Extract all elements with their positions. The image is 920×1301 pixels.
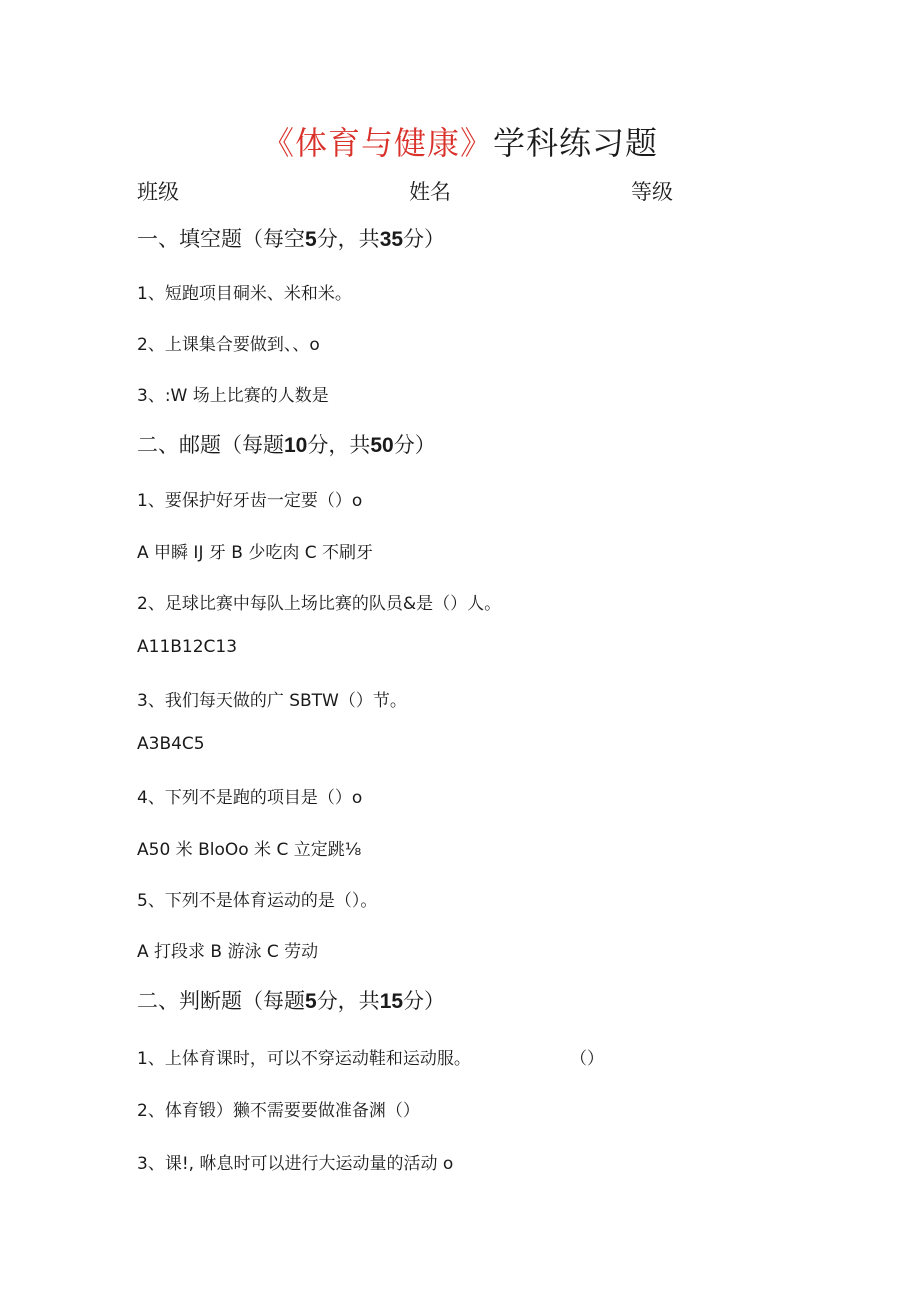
question-item: 4、下列不是跑的项目是（）o xyxy=(137,788,363,808)
section-choice-heading xyxy=(137,429,436,459)
answer-options: A11B12C13 xyxy=(137,637,238,657)
section-heading-suffix: 分） xyxy=(403,989,446,1013)
section-heading-mid: 分，共 xyxy=(307,433,371,457)
student-info-row xyxy=(137,176,697,206)
question-item: 2、体育锻）獭不需要要做准备渊（） xyxy=(137,1101,420,1121)
question-item: 5、下列不是体育运动的是（）。 xyxy=(137,891,378,911)
section-total: 15 xyxy=(379,990,404,1013)
answer-options: A 打段求 B 游泳 C 劳动 xyxy=(137,942,319,962)
section-total: 50 xyxy=(370,434,394,457)
question-item: 3、我们每天做的广 SBTW（）节。 xyxy=(137,691,407,711)
page-title xyxy=(0,118,920,164)
question-item: 3、课!, 咻息时可以进行大运动量的活动 o xyxy=(137,1154,454,1174)
question-item: 1、短跑项目硐米、米和米。 xyxy=(137,284,352,304)
section-heading-suffix: 分） xyxy=(393,433,436,457)
section-heading-prefix: 一、填空题（每空 xyxy=(137,227,305,251)
question-item: 3、:W 场上比赛的人数是 xyxy=(137,386,329,406)
name-label: 姓名 xyxy=(409,180,451,204)
answer-options: A3B4C5 xyxy=(137,734,205,754)
section-heading-mid: 分，共 xyxy=(316,989,380,1013)
answer-blank: （） xyxy=(570,1049,604,1069)
answer-options: A 甲瞬 IJ 牙 B 少吃肉 C 不刷牙 xyxy=(137,543,374,563)
section-points: 10 xyxy=(284,434,308,457)
section-heading-prefix: 二、邮题（每题 xyxy=(137,433,284,457)
section-heading-mid: 分，共 xyxy=(316,227,380,251)
answer-options: A50 米 BloOo 米 C 立定跳⅛ xyxy=(137,840,362,860)
question-item: 1、上体育课时，可以不穿运动鞋和运动服。 xyxy=(137,1049,471,1069)
section-true-false-heading xyxy=(137,985,445,1015)
question-item: 1、要保护好牙齿一定要（）o xyxy=(137,491,363,511)
section-points: 5 xyxy=(305,990,317,1013)
section-fill-in-heading xyxy=(137,223,445,253)
grade-label: 等级 xyxy=(631,180,673,204)
section-heading-prefix: 二、判断题（每题 xyxy=(137,989,305,1013)
question-item: 2、足球比赛中每队上场比赛的队员&是（）人。 xyxy=(137,594,502,614)
class-label: 班级 xyxy=(137,180,179,204)
section-heading-suffix: 分） xyxy=(403,227,446,251)
section-points: 5 xyxy=(305,228,317,251)
title-suffix: 学科练习题 xyxy=(493,124,659,162)
title-subject: 《体育与健康》 xyxy=(261,124,493,162)
question-item: 2、上课集合要做到、、o xyxy=(137,335,320,355)
section-total: 35 xyxy=(379,228,404,251)
